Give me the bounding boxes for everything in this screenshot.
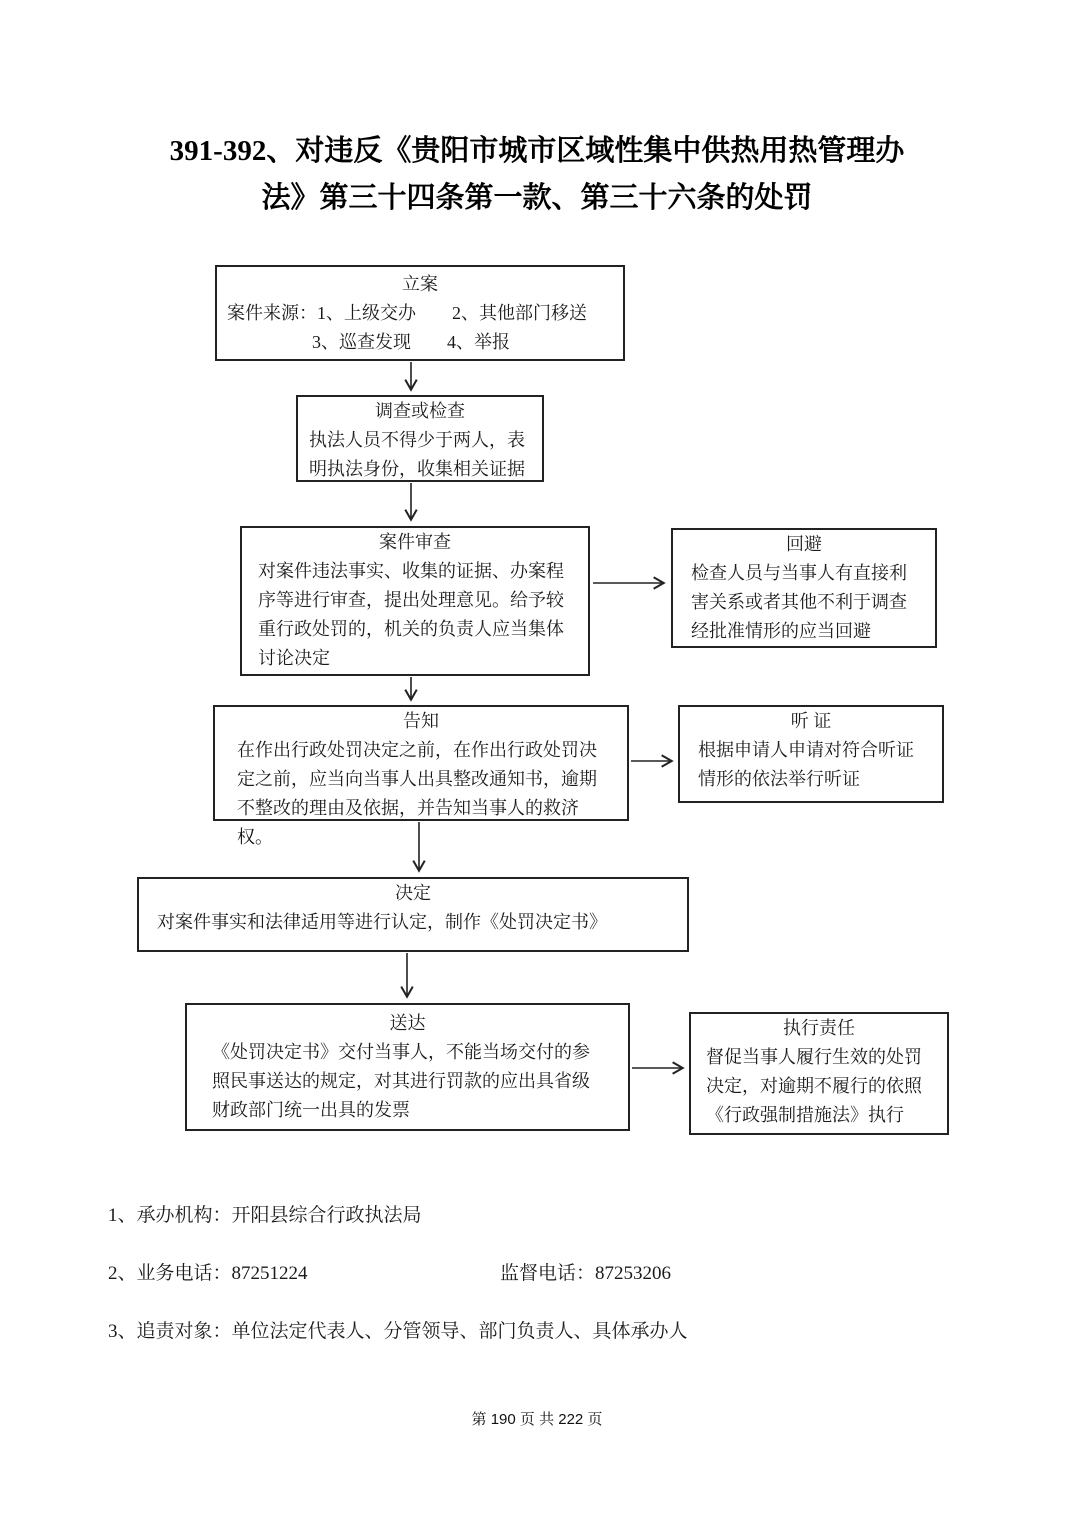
flow-box-tingzheng-title: 听 证 — [790, 711, 832, 731]
flow-box-lian-title: 立案 — [402, 274, 438, 294]
flow-box-diaocha-title: 调查或检查 — [375, 401, 465, 421]
flow-box-huibi — [671, 528, 937, 648]
flow-box-shencha — [240, 526, 590, 676]
flow-box-songda-body: 《处罚决定书》交付当事人，不能当场交付的参照民事送达的规定，对其进行罚款的应出具省级财政部门统一出具的发票 — [212, 1042, 590, 1120]
flow-box-tingzheng — [678, 705, 944, 803]
note-accountability: 3、追责对象：单位法定代表人、分管领导、部门负责人、具体承办人 — [108, 1321, 688, 1342]
flow-box-lian-line2: 3、巡查发现 4、举报 — [312, 332, 510, 352]
flow-box-gaozhi-title: 告知 — [403, 711, 439, 731]
flow-box-lian — [215, 265, 625, 361]
flow-box-jueding-body: 对案件事实和法律适用等进行认定，制作《处罚决定书》 — [157, 912, 607, 932]
note-agency: 1、承办机构：开阳县综合行政执法局 — [108, 1205, 422, 1226]
flow-box-shencha-title: 案件审查 — [379, 532, 451, 552]
flow-box-gaozhi-body: 在作出行政处罚决定之前，在作出行政处罚决定之前，应当向当事人出具整改通知书，逾期不整改的理由及依据，并告知当事人的救济权。 — [237, 740, 597, 847]
flow-box-lian-line1: 案件来源：1、上级交办 2、其他部门移送 — [227, 303, 587, 323]
note-phones — [108, 1261, 1008, 1287]
flow-box-huibi-body: 检查人员与当事人有直接利害关系或者其他不利于调查经批准情形的应当回避 — [691, 563, 907, 641]
flow-box-zhixing-body: 督促当事人履行生效的处罚决定，对逾期不履行的依照《行政强制措施法》执行 — [706, 1047, 922, 1125]
flow-box-jueding-title: 决定 — [395, 883, 431, 903]
flow-box-huibi-title: 回避 — [786, 534, 822, 554]
flow-box-zhixing — [689, 1012, 949, 1135]
flow-box-songda — [185, 1003, 630, 1131]
flow-box-diaocha-body: 执法人员不得少于两人，表明执法身份，收集相关证据 — [309, 430, 525, 479]
flow-box-zhixing-title: 执行责任 — [783, 1018, 855, 1038]
flow-box-songda-title: 送达 — [389, 1013, 426, 1033]
flow-box-tingzheng-body: 根据申请人申请对符合听证情形的依法举行听证 — [698, 740, 914, 789]
page-title: 391-392、对违反《贵阳市城市区域性集中供热用热管理办法》第三十四条第一款、第三十六条的处罚 — [169, 135, 905, 214]
flow-box-shencha-body: 对案件违法事实、收集的证据、办案程序等进行审查，提出处理意见。给予较重行政处罚的，机关的负责人应当集体讨论决定 — [258, 561, 564, 668]
flow-box-gaozhi — [213, 705, 629, 847]
note-supervision-phone: 监督电话：87253206 — [500, 1263, 672, 1284]
flow-box-diaocha — [296, 395, 544, 482]
page-number: 第 190 页 共 222 页 — [471, 1411, 603, 1428]
note-business-phone: 2、业务电话：87251224 — [108, 1263, 308, 1284]
flow-box-jueding — [137, 877, 689, 952]
